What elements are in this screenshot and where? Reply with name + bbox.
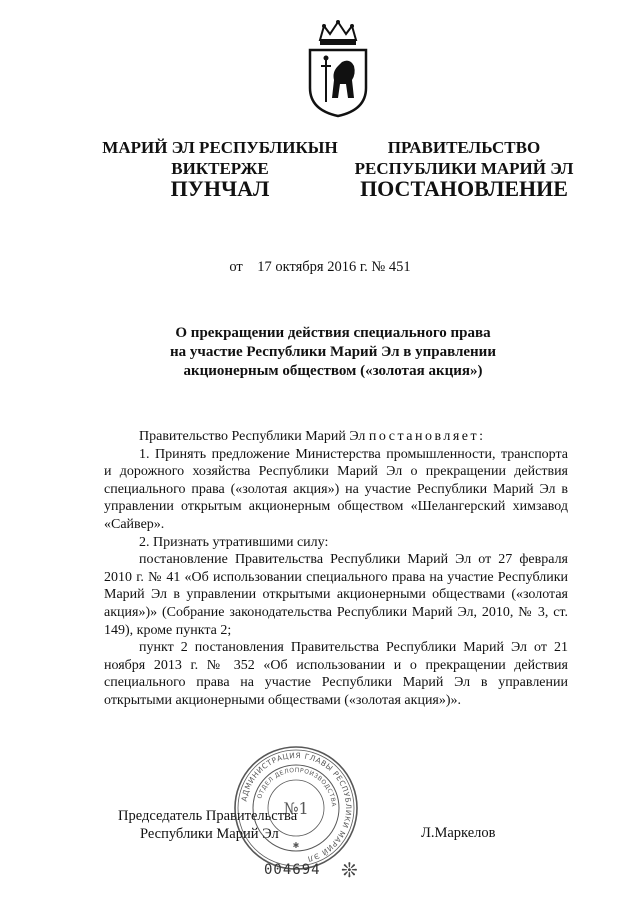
header-right-line1: ПРАВИТЕЛЬСТВО (387, 138, 541, 157)
header-right (344, 137, 584, 179)
seal-outer-text: АДМИНИСТРАЦИЯ ГЛАВЫ РЕСПУБЛИКИ МАРИЙ ЭЛ (239, 750, 354, 864)
item-2: 2. Признать утратившими силу: (139, 534, 329, 550)
item-1: 1. Принять предложение Министерства промышленности, транспорта и дорожного хозяйства Республики Марий Эл о прекращении действия специального права («золотая акция») на участие Республики Марий Эл в управлении открытым акционерным обществом «Шелангерский химзавод «Сайвер». (104, 446, 568, 532)
header-left-line1: МАРИЙ ЭЛ РЕСПУБЛИКЫН (102, 138, 338, 157)
coat-of-arms-icon (302, 18, 374, 118)
seal-number: №1 (283, 799, 309, 818)
seal-star-icon: ✱ (292, 841, 300, 850)
header-left-title: ПУНЧАЛ (170, 176, 270, 201)
header-left (100, 137, 340, 179)
date-text: 17 октября 2016 г. (257, 259, 368, 275)
header-right-line2: РЕСПУБЛИКИ МАРИЙ ЭЛ (354, 159, 574, 178)
intro-text: Правительство Республики Марий Эл (139, 429, 366, 444)
signer-position-line2: Республики Марий Эл (140, 826, 279, 842)
title-line3: акционерным обществом («золотая акция») (183, 363, 483, 379)
date-line (0, 259, 640, 276)
title-line1: О прекращении действия специального права (175, 325, 491, 341)
decree-number: 451 (388, 259, 411, 275)
seal-inner-text: ОТДЕЛ ДЕЛОПРОИЗВОДСТВА (256, 766, 338, 808)
signer-name: Л.Маркелов (421, 825, 496, 841)
document-title (120, 324, 546, 381)
date-prefix: от (229, 259, 243, 275)
intro-paragraph (104, 428, 568, 446)
intro-verb: постановляет: (368, 429, 486, 444)
snowflake-mark-icon: ❊ (341, 860, 358, 882)
header-right-title: ПОСТАНОВЛЕНИЕ (360, 176, 568, 201)
serial-number: 004694 (264, 862, 321, 878)
item-2a: постановление Правительства Республики Марий Эл от 27 февраля 2010 г. № 41 «Об использовании специального права на участие Республики Марий Эл в управлении открытыми акционерными обществами («золотая акция»)» (Собрание законодательства Республики Марий Эл, 2010, № 3, ст. 149), кроме пункта 2; (104, 552, 568, 638)
number-label: № (371, 259, 386, 275)
signer-position-line1: Председатель Правительства (118, 808, 298, 824)
item-2b: пункт 2 постановления Правительства Республики Марий Эл от 21 ноября 2013 г. № 352 «Об использовании и о прекращении действия специального права на участие Республики Марий Эл в управлении открытыми акционерными обществами («золотая акция»)». (104, 640, 568, 708)
document-body (104, 428, 568, 710)
official-seal-stamp (232, 744, 360, 872)
title-line2: на участие Республики Марий Эл в управлении (170, 344, 496, 360)
header-left-line2: ВИКТЕРЖЕ (171, 159, 269, 178)
